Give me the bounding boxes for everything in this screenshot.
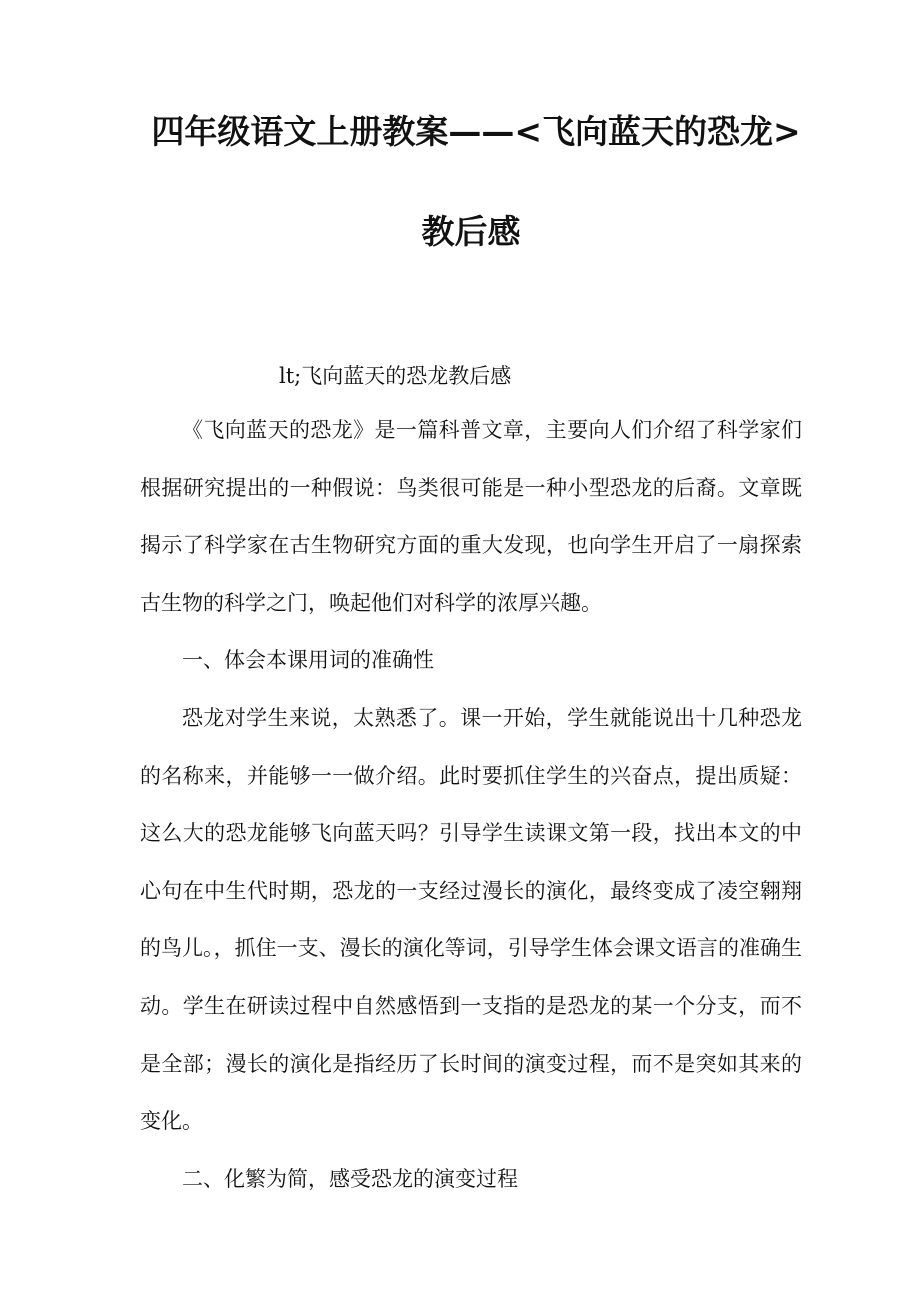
title-line-2: 教后感: [421, 212, 521, 251]
paragraph-section-1: 恐龙对学生来说，太熟悉了。课一开始，学生就能说出十几种恐龙的名称来，并能够一一做介绍。此时要抓住学生的兴奋点，提出质疑：这么大的恐龙能够飞向蓝天吗？引导学生读课文第一段，找出本文的中心句在中生代时期，恐龙的一支经过漫长的演化，最终变成了凌空翱翔的鸟儿。，抓住一支、漫长的演化等词，引导学生体会课文语言的准确生动。学生在研读过程中自然感悟到一支指的是恐龙的某一个分支，而不是全部；漫长的演化是指经历了长时间的演变过程，而不是突如其来的变化。: [140, 705, 802, 1134]
section-heading-1: 一、体会本课用词的准确性: [182, 648, 434, 673]
paragraph-intro: 《飞向蓝天的恐龙》是一篇科普文章，主要向人们介绍了科学家们根据研究提出的一种假说：鸟类很可能是一种小型恐龙的后裔。文章既揭示了科学家在古生物研究方面的重大发现，也向学生开启了一扇探索古生物的科学之门，唤起他们对科学的浓厚兴趣。: [140, 418, 802, 615]
section-heading-2: 二、化繁为简，感受恐龙的演变过程: [182, 1166, 518, 1191]
document-body: [140, 402, 802, 1208]
document-title: [140, 0, 802, 256]
document-subtitle: lt;飞向蓝天的恐龙教后感: [279, 364, 512, 388]
title-line-1: 四年级语文上册教案——<飞向蓝天的恐龙>: [151, 112, 801, 151]
